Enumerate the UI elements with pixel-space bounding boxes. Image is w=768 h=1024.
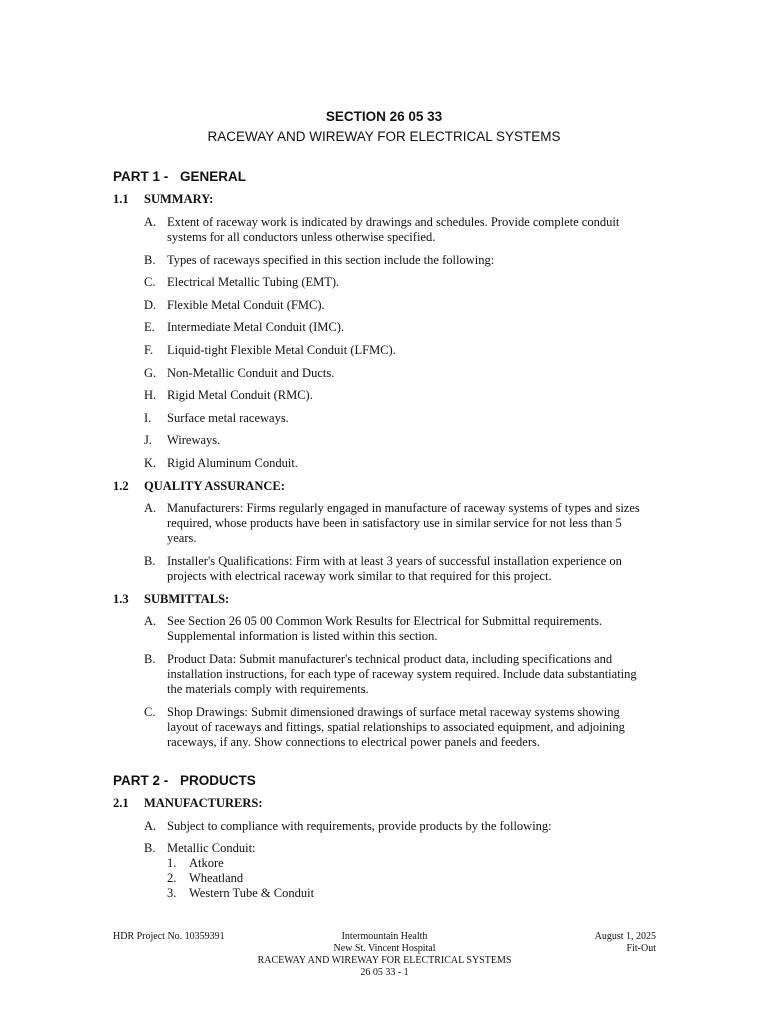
footer-client: Intermountain Health: [341, 931, 428, 942]
item-letter: H.: [144, 388, 157, 402]
section-number: SECTION 26 05 33: [325, 109, 443, 124]
item-text: Installer's Qualifications: Firm with at least 3 years of successful installation experience on projects with electrical raceway work similar to that required for this project.: [167, 554, 622, 583]
section-title: RACEWAY AND WIREWAY FOR ELECTRICAL SYSTEMS: [207, 129, 561, 144]
part-title: PRODUCTS: [180, 773, 256, 788]
list-item: [144, 411, 644, 426]
sub-list-item: [167, 856, 224, 871]
sub-list-item: [167, 871, 243, 886]
article-number: 1.3: [113, 592, 129, 606]
item-letter: B.: [144, 841, 156, 855]
item-letter: B.: [144, 554, 156, 568]
sub-list-item: [167, 886, 314, 901]
item-letter: D.: [144, 298, 157, 312]
item-text: Liquid-tight Flexible Metal Conduit (LFMC).: [167, 343, 396, 357]
article-number: 2.1: [113, 796, 129, 810]
item-text: Electrical Metallic Tubing (EMT).: [167, 275, 340, 289]
list-item: [144, 366, 644, 381]
item-letter: J.: [144, 433, 152, 447]
item-letter: E.: [144, 320, 155, 334]
list-item: [144, 298, 644, 313]
list-item: [144, 320, 644, 335]
item-text: Wireways.: [167, 433, 221, 447]
list-item: [144, 705, 644, 750]
list-item: [144, 819, 644, 834]
item-text: Shop Drawings: Submit dimensioned drawings of surface metal raceway systems showing layout of raceways and fittings, spatial relationships to associated equipment, and adjoining raceways, if any. Show connections to electrical power panels and feeders.: [167, 705, 625, 749]
article-title: SUBMITTALS:: [144, 592, 230, 606]
sub-item-number: 2.: [167, 871, 177, 885]
article-1-1-heading: [113, 192, 213, 207]
list-item: [144, 841, 644, 856]
item-letter: A.: [144, 215, 157, 229]
item-letter: A.: [144, 501, 157, 515]
item-letter: C.: [144, 275, 156, 289]
item-text: Rigid Metal Conduit (RMC).: [167, 388, 313, 402]
item-letter: C.: [144, 705, 156, 719]
list-item: [144, 253, 644, 268]
list-item: [144, 215, 644, 245]
list-item: [144, 456, 644, 471]
article-title: MANUFACTURERS:: [144, 796, 263, 810]
item-text: See Section 26 05 00 Common Work Results for Electrical for Submittal requirements. Supplemental information is listed within this section.: [167, 614, 603, 643]
item-letter: I.: [144, 411, 152, 425]
item-text: Non-Metallic Conduit and Ducts.: [167, 366, 335, 380]
item-letter: G.: [144, 366, 157, 380]
list-item: [144, 614, 644, 644]
article-number: 1.2: [113, 479, 129, 493]
article-1-2-heading: [113, 479, 285, 494]
list-item: [144, 501, 644, 546]
footer-project-number: HDR Project No. 10359391: [113, 931, 225, 942]
list-item: [144, 554, 644, 584]
footer-center: [113, 931, 656, 979]
part-2-heading: [113, 773, 256, 788]
article-number: 1.1: [113, 192, 129, 206]
footer-right: [595, 931, 656, 955]
article-title: SUMMARY:: [144, 192, 214, 206]
item-letter: A.: [144, 614, 157, 628]
list-item: [144, 433, 644, 448]
item-text: Surface metal raceways.: [167, 411, 289, 425]
footer-phase: Fit-Out: [626, 943, 656, 954]
item-text: Manufacturers: Firms regularly engaged in manufacture of raceway systems of types and sizes required, whose products have been in satisfactory use in similar service for not less than 5 years.: [167, 501, 640, 545]
article-2-1-heading: [113, 796, 263, 811]
sub-item-text: Wheatland: [189, 871, 244, 885]
footer-document-title: RACEWAY AND WIREWAY FOR ELECTRICAL SYSTEMS: [257, 955, 512, 966]
item-letter: B.: [144, 652, 156, 666]
footer-facility: New St. Vincent Hospital: [333, 943, 436, 954]
footer-date: August 1, 2025: [594, 931, 656, 942]
list-item: [144, 275, 644, 290]
item-letter: B.: [144, 253, 156, 267]
sub-item-number: 3.: [167, 886, 177, 900]
item-text: Rigid Aluminum Conduit.: [167, 456, 298, 470]
article-title: QUALITY ASSURANCE:: [144, 479, 285, 493]
list-item: [144, 343, 644, 358]
item-text: Extent of raceway work is indicated by drawings and schedules. Provide complete conduit systems for all conductors unless otherwise specified.: [167, 215, 620, 244]
item-text: Product Data: Submit manufacturer's technical product data, including specifications and installation instructions, for each type of raceway system required. Include data substantiating the materials comply with requirements.: [167, 652, 637, 696]
part-1-heading: [113, 169, 246, 184]
item-letter: K.: [144, 456, 157, 470]
item-text: Intermediate Metal Conduit (IMC).: [167, 320, 345, 334]
item-letter: A.: [144, 819, 157, 833]
part-number: PART 1 -: [113, 169, 169, 184]
sub-item-text: Western Tube & Conduit: [189, 886, 315, 900]
item-text: Subject to compliance with requirements, provide products by the following:: [167, 819, 552, 833]
sub-item-number: 1.: [167, 856, 177, 870]
item-text: Types of raceways specified in this section include the following:: [167, 253, 495, 267]
footer-page-number: 26 05 33 - 1: [360, 967, 409, 978]
list-item: [144, 652, 644, 697]
part-number: PART 2 -: [113, 773, 169, 788]
list-item: [144, 388, 644, 403]
article-1-3-heading: [113, 592, 229, 607]
item-letter: F.: [144, 343, 154, 357]
part-title: GENERAL: [180, 169, 247, 184]
item-text: Flexible Metal Conduit (FMC).: [167, 298, 325, 312]
item-text: Metallic Conduit:: [167, 841, 256, 855]
sub-item-text: Atkore: [189, 856, 224, 870]
